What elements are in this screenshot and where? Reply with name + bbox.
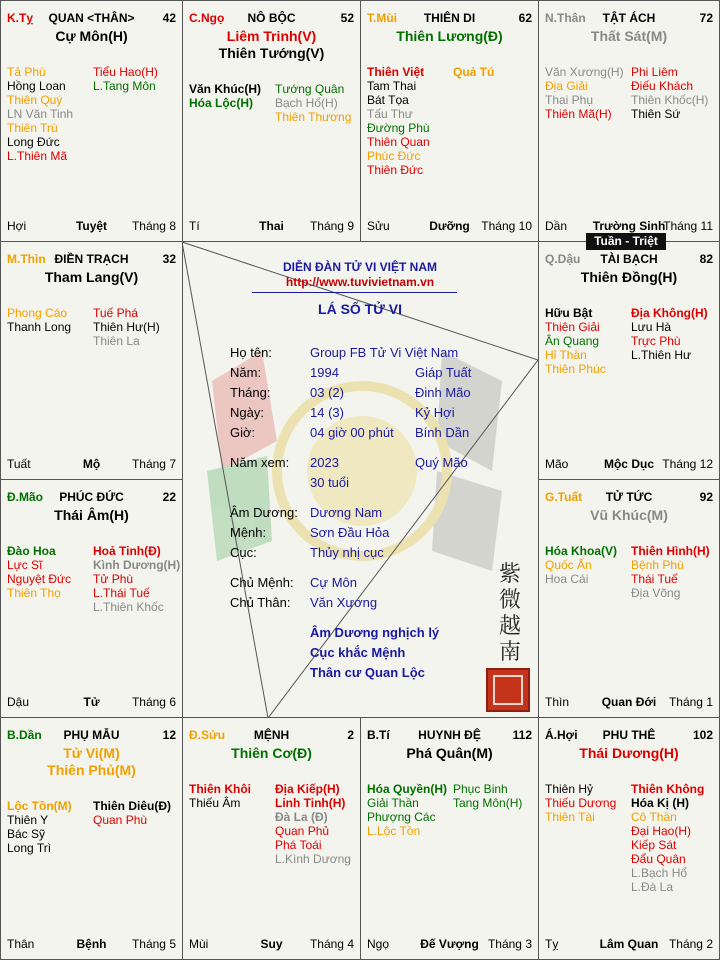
minor-star: Đại Hao(H) [631,824,692,838]
footer-stage: Mộc Dục [603,457,654,471]
palace-name: HUYNH ĐỆ [418,728,481,742]
footer-stage: Đế Vượng [420,937,479,951]
minor-star: Hồng Loan [7,79,66,93]
minor-stars-left [7,65,73,163]
palace-ngo [182,0,361,242]
info-label: Chủ Thân: [230,595,291,610]
main-stars [183,745,360,762]
palace-name: PHU THÊ [602,728,656,742]
minor-star: L.Kình Dương [275,852,351,866]
main-star: Cự Môn(H) [55,28,128,44]
minor-star: Lộc Tồn(M) [7,799,72,813]
minor-star: Phong Cáo [7,306,68,320]
palace-footer [7,219,176,233]
palace-number: 22 [162,490,176,504]
chart-note: Cục khắc Mệnh [310,645,406,660]
palace-than [538,0,720,242]
footer-stage: Quan Đới [601,695,657,709]
palace-footer [545,457,713,471]
minor-star: Thiếu Dương [545,796,617,810]
palace-header [545,728,713,744]
footer-branch: Tí [189,219,200,233]
minor-star: Long Trì [7,841,52,855]
minor-star: L.Thiên Hư [631,348,692,362]
palace-footer [189,219,354,233]
palace-suu [182,717,361,960]
minor-star: Văn Khúc(H) [189,82,261,96]
minor-star: Hỉ Thần [545,348,587,362]
minor-star: Điếu Khách [631,79,694,93]
palace-branch: N.Thân [545,11,586,25]
minor-star: Thiên Sứ [631,107,681,121]
main-star: Thái Âm(H) [54,507,129,523]
minor-stars-left [189,782,251,810]
minor-star: Địa Giải [545,79,588,93]
palace-branch: C.Ngọ [189,11,225,25]
info-label: Âm Dương: [230,505,298,520]
palace-footer [545,937,713,951]
info-value: 2023 [310,455,339,470]
minor-stars-left [545,544,617,586]
minor-star: Bạch Hổ(H) [275,96,338,110]
footer-month: Tháng 4 [309,937,354,951]
palace-ti [360,717,539,960]
main-stars [183,28,360,62]
minor-star: Địa Võng [631,586,681,600]
palace-branch: Á.Hợi [545,728,578,742]
minor-star: Lưu Hà [631,320,672,334]
minor-star: Phúc Đức [367,149,421,163]
info-value: 03 (2) [310,385,344,400]
palace-name: TỬ TỨC [605,490,653,504]
palace-mao [0,479,183,718]
footer-month: Tháng 3 [487,937,532,951]
palace-name: TÀI BẠCH [600,252,658,266]
minor-stars-right [453,65,494,79]
palace-number: 92 [699,490,713,504]
main-star: Thái Dương(H) [579,745,679,761]
minor-star: Linh Tinh(H) [275,796,346,810]
calligraphy-char: 微 [498,588,521,613]
minor-star: Quả Tú [453,65,495,79]
palace-number: 72 [699,11,713,25]
minor-star: Phá Toái [275,838,322,852]
footer-branch: Mão [545,457,569,471]
minor-star: Thiếu Âm [189,796,241,810]
minor-star: Tử Phù [93,572,134,586]
palace-number: 2 [347,728,354,742]
minor-star: Giải Thần [367,796,419,810]
footer-branch: Dậu [7,695,30,709]
main-stars [539,507,719,524]
main-star: Liêm Trinh(V) [226,28,317,44]
footer-stage: Suy [260,937,283,951]
minor-star: Bác Sỹ [7,827,46,841]
main-star: Thất Sát(M) [590,28,668,44]
palace-name: TẬT ÁCH [602,11,656,25]
palace-branch: Đ.Mão [7,490,43,504]
info-value-can-chi: Bính Dần [415,425,470,440]
minor-star: L.Lộc Tồn [367,824,421,838]
footer-month: Tháng 11 [663,219,713,233]
minor-star: Tả Phù [7,65,46,79]
info-value: Dương Nam [310,505,383,520]
info-value: Văn Xương [310,595,378,610]
minor-star: L.Thái Tuế [93,586,150,600]
palace-thin [0,241,183,480]
info-label: Giờ: [230,425,256,440]
palace-header [545,11,713,27]
minor-star: Bát Tọa [367,93,409,107]
tuan-triet-badge: Tuần - Triệt [586,233,666,250]
palace-number: 82 [699,252,713,266]
footer-branch: Hợi [7,219,27,233]
minor-star: Thiên La [93,334,140,348]
minor-star: Địa Không(H) [631,306,708,320]
minor-stars-right [93,799,171,827]
minor-star: Bệnh Phù [631,558,684,572]
minor-star: Đẩu Quân [631,852,686,866]
palace-footer [545,695,713,709]
minor-stars-left [367,782,447,838]
footer-stage: Bệnh [76,937,107,951]
palace-footer [367,219,532,233]
minor-star: Phục Binh [453,782,508,796]
main-stars [1,745,182,779]
forum-url[interactable]: http://www.tuvivietnam.vn [285,275,435,289]
info-value: Thủy nhị cục [310,545,384,560]
minor-star: Tướng Quân [275,82,345,96]
footer-stage: Tuyệt [75,219,108,233]
palace-branch: G.Tuất [545,490,583,504]
palace-name: NÔ BỘC [247,11,296,25]
minor-stars-right [93,306,160,348]
minor-star: Thai Phụ [545,93,594,107]
footer-branch: Tỵ [545,937,559,951]
minor-stars-left [7,306,71,334]
minor-star: Tang Môn(H) [453,796,523,810]
palace-header [367,11,532,27]
info-label: Năm: [230,365,262,380]
minor-star: Thiên Thọ [7,586,61,600]
footer-stage: Thai [259,219,284,233]
minor-star: Kình Dương(H) [93,558,181,572]
main-stars [1,507,182,524]
palace-header [7,252,176,268]
minor-star: Thanh Long [7,320,72,334]
info-value: Sơn Đầu Hỏa [310,525,390,540]
palace-dau [538,241,720,480]
palace-number: 102 [692,728,713,742]
footer-stage: Lâm Quan [599,937,659,951]
minor-star: Thiên Mã(H) [545,107,612,121]
info-label: Ngày: [230,405,264,420]
footer-month: Tháng 1 [668,695,713,709]
main-stars [1,269,182,286]
minor-star: Trực Phù [631,334,681,348]
palace-footer [7,457,176,471]
footer-branch: Dần [545,219,568,233]
minor-star: Thiên Y [7,813,49,827]
minor-stars-right [93,544,180,614]
footer-month: Tháng 5 [131,937,176,951]
palace-branch: T.Mùi [367,11,397,25]
main-stars [539,269,719,286]
palace-hoi [538,717,720,960]
main-star: Thiên Cơ(Đ) [231,745,312,761]
footer-stage: Tử [83,695,100,709]
forum-name: DIỄN ĐÀN TỬ VI VIỆT NAM [283,260,437,274]
footer-stage: Mộ [82,457,101,471]
main-star: Thiên Lương(Đ) [396,28,503,44]
palace-name: THIÊN DI [423,11,476,25]
palace-footer [545,219,713,233]
info-label: Năm xem: [230,455,290,470]
minor-star: Ân Quang [545,334,600,348]
footer-stage: Dưỡng [429,219,470,233]
info-value: 04 giờ 00 phút [310,425,394,440]
main-stars [539,745,719,762]
minor-stars-right [93,65,158,93]
minor-star: L.Bạch Hổ [631,866,688,880]
footer-branch: Sửu [367,219,390,233]
footer-branch: Tuất [7,457,31,471]
info-value-can-chi: Giáp Tuất [415,365,472,380]
minor-star: Đường Phù [367,121,430,135]
palace-branch: Q.Dậu [545,252,581,266]
minor-star: Hữu Bật [545,306,593,320]
info-label: Họ tên: [230,345,272,360]
footer-month: Tháng 8 [131,219,176,233]
info-value: Cự Môn [310,575,357,590]
palace-name: PHÚC ĐỨC [59,490,124,504]
info-value: Group FB Tử Vi Việt Nam [310,345,459,360]
minor-star: Thiên Hư(H) [93,320,160,334]
minor-star: Hóa Kị (H) [631,796,689,810]
minor-star: Cô Thần [631,810,677,824]
minor-stars-left [545,65,624,121]
minor-star: L.Thiên Mã [7,149,68,163]
palace-dan [0,717,183,960]
info-value-can-chi: Quý Mão [415,455,468,470]
minor-star: L.Đà La [631,880,674,894]
calligraphy-char: 紫 [498,562,521,587]
footer-month: Tháng 6 [131,695,176,709]
palace-footer [189,937,354,951]
info-label: Cục: [230,545,257,560]
minor-stars-right [631,306,708,362]
minor-stars-left [7,544,71,600]
minor-star: Hoa Cái [545,572,589,586]
main-stars [361,28,538,45]
main-star: Tham Lang(V) [44,269,139,285]
minor-star: Kiếp Sát [631,838,677,852]
palace-branch: Đ.Sửu [189,728,226,742]
minor-star: Tiểu Hao(H) [93,65,158,79]
info-label: Mệnh: [230,525,267,540]
info-value: 14 (3) [310,405,344,420]
minor-stars-right [275,82,351,124]
minor-stars-left [189,82,261,110]
minor-star: L.Thiên Khốc [93,600,164,614]
palace-name: QUAN <THÂN> [48,11,135,25]
minor-star: Hóa Quyền(H) [367,782,448,796]
info-label: Tháng: [230,385,271,400]
minor-stars-right [631,65,708,121]
minor-star: Đào Hoa [7,544,56,558]
minor-star: Phượng Các [367,810,436,824]
minor-star: Thiên Diêu(Đ) [93,799,171,813]
palace-header [7,728,176,744]
minor-star: Quan Phù [93,813,148,827]
minor-star: Hóa Lộc(H) [189,96,253,110]
footer-stage: Trường Sinh [592,219,666,233]
palace-header [545,490,713,506]
info-value: 30 tuổi [310,475,350,490]
minor-stars-right [453,782,522,810]
calligraphy-text [497,562,523,666]
main-star: Thiên Đồng(H) [580,269,678,285]
main-star: Tử Vi(M) [63,745,120,761]
minor-star: Nguyệt Đức [7,572,72,586]
palace-name: PHỤ MẪU [63,728,120,742]
main-stars [539,28,719,45]
footer-month: Tháng 10 [481,219,532,233]
minor-stars-right [275,782,351,866]
minor-star: Thiên Hỷ [545,782,594,796]
palace-header [189,11,354,27]
palace-footer [367,937,532,951]
minor-star: Long Đức [7,135,60,149]
seal-stamp [486,668,530,712]
minor-star: Thiên Hình(H) [631,544,710,558]
calligraphy-char: 越 [498,614,521,639]
palace-header [545,252,713,268]
minor-star: Thiên Việt [367,65,425,79]
palace-header [367,728,532,744]
palace-ty [0,0,183,242]
minor-star: Hoả Tinh(Đ) [93,544,161,558]
palace-number: 42 [162,11,176,25]
calligraphy-char: 南 [498,640,521,665]
footer-branch: Thân [7,937,35,951]
minor-stars-right [631,782,704,894]
footer-month: Tháng 2 [668,937,713,951]
minor-star: Thiên Thương [275,110,352,124]
minor-star: L.Tang Môn [93,79,156,93]
info-value-can-chi: Đinh Mão [415,385,471,400]
minor-star: Địa Kiếp(H) [275,782,340,796]
minor-star: Thiên Giải [545,320,600,334]
palace-branch: K.Tỵ [7,11,34,25]
minor-star: Tuế Phá [93,306,138,320]
info-label: Chủ Mệnh: [230,575,294,590]
palace-branch: B.Tí [367,728,390,742]
main-star: Vũ Khúc(M) [590,507,668,523]
minor-star: Đà La (Đ) [275,810,328,824]
minor-star: Thiên Không [631,782,705,796]
palace-name: ĐIỀN TRẠCH [54,252,129,266]
main-star: Thiên Phủ(M) [47,762,136,778]
info-value-can-chi: Kỷ Hợi [415,405,455,420]
minor-star: Thiên Quý [7,93,63,107]
palace-number: 52 [340,11,354,25]
palace-branch: B.Dần [7,728,42,742]
minor-star: Hóa Khoa(V) [545,544,617,558]
footer-month: Tháng 7 [131,457,176,471]
palace-number: 32 [162,252,176,266]
minor-star: Thiên Khốc(H) [631,93,709,107]
palace-mui [360,0,539,242]
minor-stars-right [631,544,710,600]
palace-number: 12 [162,728,176,742]
palace-header [7,490,176,506]
minor-star: Thiên Quan [367,135,430,149]
palace-header [7,11,176,27]
minor-stars-left [545,306,606,376]
palace-footer [7,695,176,709]
chart-note: Thân cư Quan Lộc [310,665,425,680]
main-star: Thiên Tướng(V) [218,45,325,61]
minor-star: Thái Tuế [631,572,678,586]
minor-stars-left [367,65,430,177]
palace-name: MỆNH [253,728,290,742]
minor-stars-left [545,782,616,824]
palace-number: 62 [518,11,532,25]
minor-star: Quốc Ấn [545,558,592,572]
palace-footer [7,937,176,951]
minor-star: Thiên Phúc [545,362,606,376]
minor-star: LN Văn Tinh [7,107,74,121]
minor-star: Quan Phủ [275,824,330,838]
minor-star: Thiên Trù [7,121,58,135]
minor-star: Tam Thai [367,79,417,93]
minor-stars-left [7,799,72,855]
palace-number: 112 [512,728,532,742]
info-value: 1994 [310,365,339,380]
center-info-panel [182,241,538,717]
footer-branch: Ngọ [367,937,390,951]
divider [252,292,457,293]
footer-branch: Thìn [545,695,570,709]
main-stars [361,745,538,762]
minor-star: Phi Liêm [631,65,678,79]
footer-branch: Mùi [189,937,209,951]
main-stars [1,28,182,45]
minor-star: Thiên Khôi [189,782,251,796]
minor-star: Lực Sĩ [7,558,43,572]
chart-title: LÁ SỐ TỬ VI [318,301,402,317]
palace-branch: M.Thìn [7,252,46,266]
minor-star: Thiên Tài [545,810,595,824]
minor-star: Thiên Đức [367,163,424,177]
footer-month: Tháng 12 [662,457,713,471]
minor-star: Tấu Thư [367,107,413,121]
main-star: Phá Quân(M) [406,745,493,761]
chart-note: Âm Dương nghịch lý [310,625,440,640]
palace-header [189,728,354,744]
minor-star: Văn Xương(H) [545,65,624,79]
palace-tuat [538,479,720,718]
footer-month: Tháng 9 [309,219,354,233]
